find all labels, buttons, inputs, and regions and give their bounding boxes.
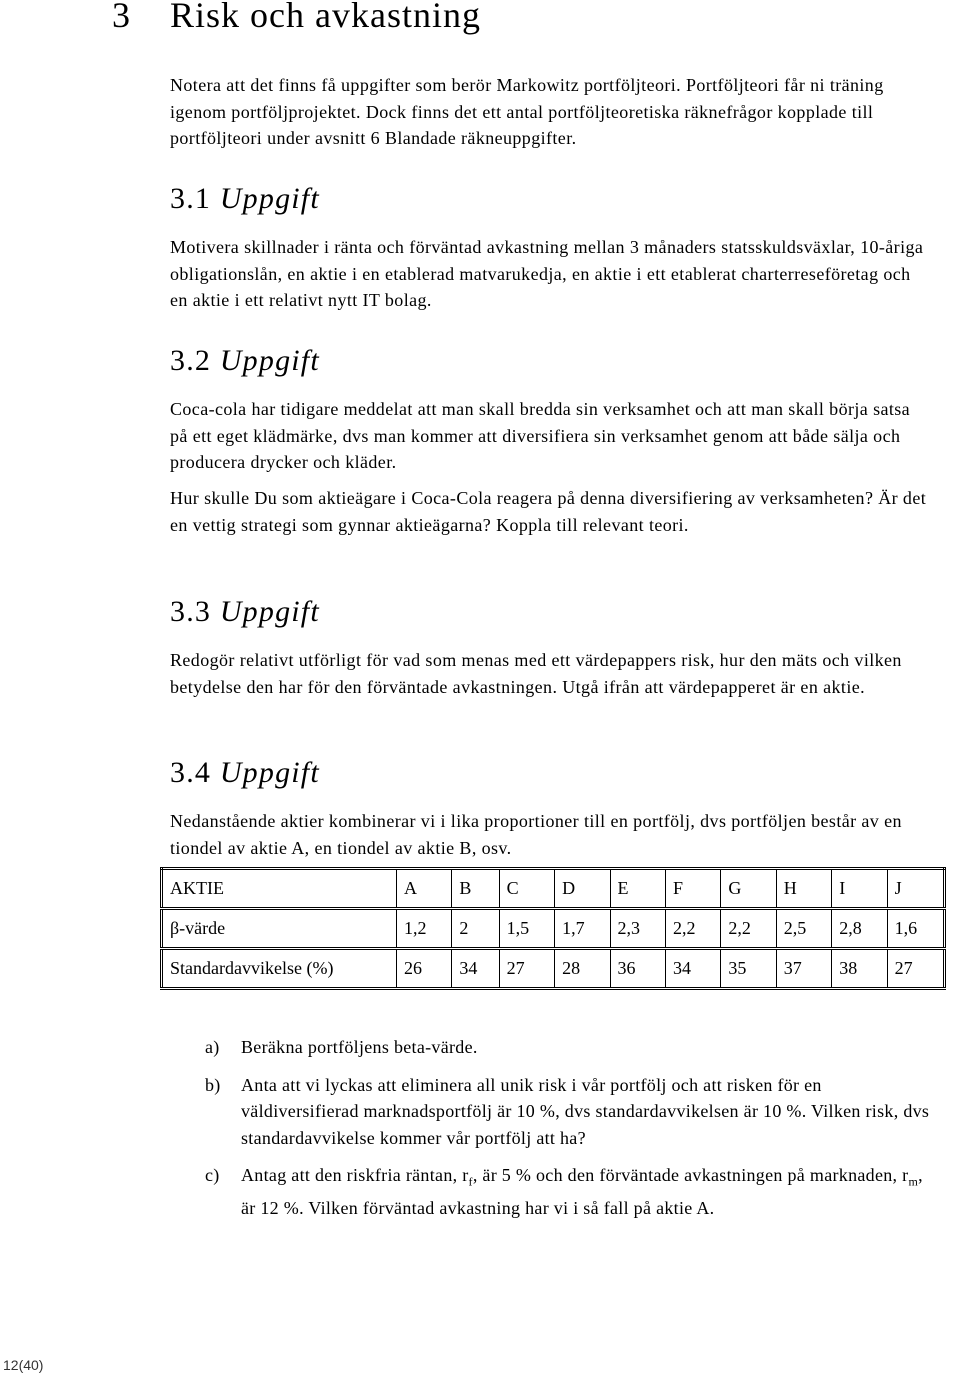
table-cell: 26 [397, 949, 452, 989]
table-cell: 1,7 [555, 909, 610, 949]
intro-paragraph: Notera att det finns få uppgifter som berör Markowitz portföljteori. Portföljteori får ni träning igenom portföljprojektet. Dock finns det ett antal portföljteoretiska räknefrågor kopplade till portföljteori under avsnitt 6 Blandade räkneuppgifter. [170, 75, 884, 148]
section-title: Uppgift [219, 344, 320, 377]
table-cell: 2,5 [776, 909, 831, 949]
question-a [205, 1034, 935, 1061]
table-cell: 34 [665, 949, 720, 989]
section-3-2-paragraph-2: Hur skulle Du som aktieägare i Coca-Cola reagera på denna diversifiering av verksamheten? Är det en vettig strategi som gynnar aktieägarna? Koppla till relevant teori. [170, 488, 927, 535]
section-title: Uppgift [219, 756, 320, 789]
table-cell: 1,2 [397, 909, 452, 949]
question-text-part: Antag att den riskfria räntan, r [241, 1165, 469, 1185]
table-cell: 2,8 [832, 909, 887, 949]
section-heading-3-2 [170, 344, 320, 378]
section-number: 3.1 [170, 182, 212, 215]
table-cell: 1,5 [499, 909, 554, 949]
table-cell: G [721, 869, 776, 909]
table-cell: J [887, 869, 944, 909]
table-cell: 37 [776, 949, 831, 989]
section-3-1-paragraph: Motivera skillnader i ränta och förväntad avkastning mellan 3 månaders statsskuldsväxlar, 10-åriga obligationslån, en aktie i en etablerad matvarukedja, en aktie i ett etablerat charterreseföretag och en aktie i ett relativt nytt IT bolag. [170, 237, 924, 310]
subscript-f: f [468, 1174, 473, 1189]
table-row-std [162, 949, 945, 989]
chapter-number: 3 [112, 0, 131, 35]
table-cell: 2 [452, 909, 499, 949]
table-cell: Standardavvikelse (%) [162, 949, 397, 989]
table-cell: E [610, 869, 665, 909]
table-cell: F [665, 869, 720, 909]
section-number: 3.2 [170, 344, 212, 377]
question-list [205, 1034, 935, 1233]
page-number: 12(40) [3, 1357, 44, 1373]
stocks-table [160, 867, 946, 990]
question-text-part: , är 5 % och den förväntade avkastningen på marknaden, r [472, 1165, 909, 1185]
section-3-3-paragraph: Redogör relativt utförligt för vad som menas med ett värdepappers risk, hur den mäts och vilken betydelse den har för den förväntade avkastningen. Utgå ifrån att värdepapperet är en aktie. [170, 650, 902, 697]
section-heading-3-3 [170, 595, 320, 629]
chapter-heading [112, 0, 481, 36]
section-title: Uppgift [219, 595, 320, 628]
section-heading-3-1 [170, 182, 320, 216]
table-cell: H [776, 869, 831, 909]
table-cell: 28 [555, 949, 610, 989]
table-cell: 2,3 [610, 909, 665, 949]
table-cell: β-värde [162, 909, 397, 949]
chapter-title: Risk och avkastning [170, 0, 481, 35]
question-text: Anta att vi lyckas att eliminera all unik risk i vår portfölj och att risken för en väldiversifierad marknadsportfölj är 10 %, dvs standardavvikelsen är 10 %. Vilken risk, dvs standardavvikelse kommer vår portfölj att ha? [241, 1074, 930, 1148]
section-heading-3-4 [170, 756, 320, 790]
question-c [205, 1162, 935, 1222]
section-title: Uppgift [219, 182, 320, 215]
question-text: Beräkna portföljens beta-värde. [241, 1037, 478, 1057]
question-label: b) [205, 1074, 221, 1095]
question-text [241, 1165, 923, 1218]
question-b [205, 1072, 935, 1152]
question-label: c) [205, 1165, 220, 1185]
question-text-part: , är 12 %. Vilken förväntad avkastning har vi i så fall på aktie A. [241, 1165, 923, 1219]
section-number: 3.4 [170, 756, 212, 789]
table-cell: 2,2 [721, 909, 776, 949]
table-cell: 34 [452, 949, 499, 989]
table-cell: D [555, 869, 610, 909]
table-row-beta [162, 909, 945, 949]
table-cell: 27 [887, 949, 944, 989]
table-cell: 27 [499, 949, 554, 989]
table-cell: 35 [721, 949, 776, 989]
question-label: a) [205, 1037, 220, 1057]
section-3-4-paragraph: Nedanstående aktier kombinerar vi i lika proportioner till en portfölj, dvs portföljen består av en tiondel av aktie A, en tiondel av aktie B, osv. [170, 811, 902, 858]
section-3-2-paragraph-1: Coca-cola har tidigare meddelat att man skall bredda sin verksamhet och att man skall börja satsa på ett eget klädmärke, dvs man kommer att diversifiera sin verksamhet genom att både sälja och producera drycker och kläder. [170, 399, 911, 472]
table-cell: I [832, 869, 887, 909]
table-cell: 36 [610, 949, 665, 989]
table-cell: B [452, 869, 499, 909]
table-cell: 38 [832, 949, 887, 989]
table-cell: 1,6 [887, 909, 944, 949]
table-cell: A [397, 869, 452, 909]
table-cell: C [499, 869, 554, 909]
subscript-m: m [908, 1174, 919, 1189]
table-cell: AKTIE [162, 869, 397, 909]
table-header-row [162, 869, 945, 909]
table-cell: 2,2 [665, 909, 720, 949]
section-number: 3.3 [170, 595, 212, 628]
